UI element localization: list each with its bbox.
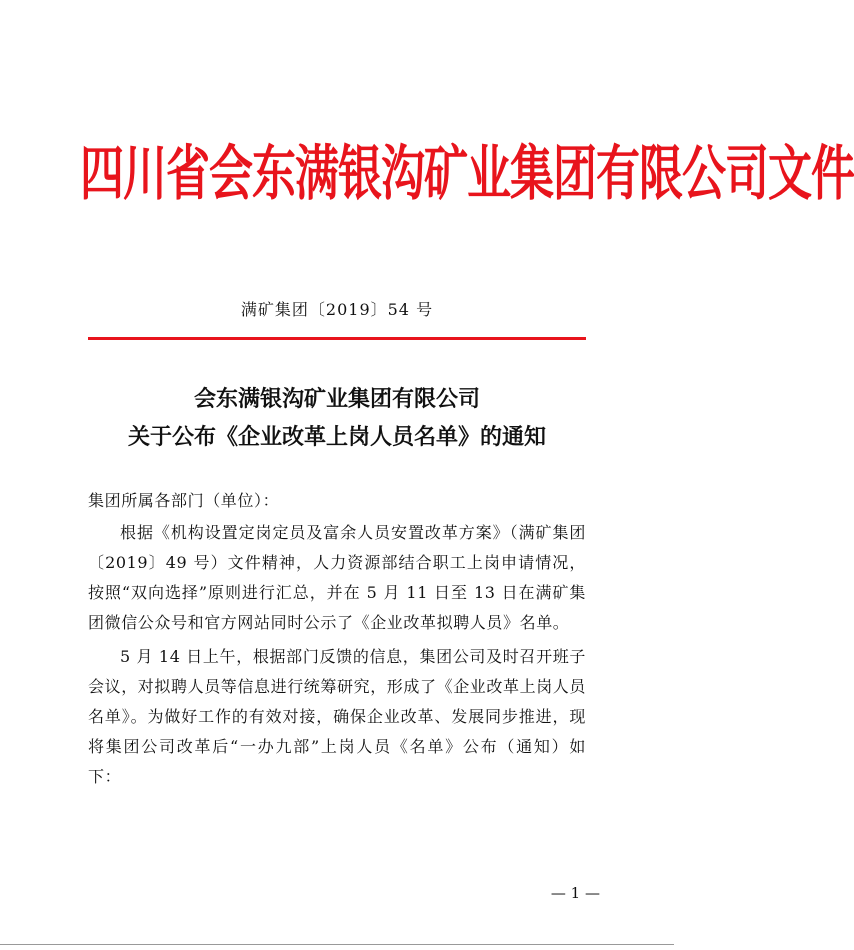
salutation: 集团所属各部门（单位）： [88, 491, 280, 510]
title-line-1: 会东满银沟矿业集团有限公司 [193, 386, 480, 412]
page-number: — 1 — [550, 884, 600, 902]
page-bottom-edge [0, 944, 674, 945]
document-body [88, 486, 586, 792]
document-number: 满矿集团〔2019〕54 号 [240, 300, 434, 319]
body-paragraph-1: 根据《机构设置定岗定员及富余人员安置改革方案》（满矿集团〔2019〕49 号）文件精神，人力资源部结合职工上岗申请情况，按照“双向选择”原则进行汇总，并在 5 月 11 日至 13 日在满矿集团微信公众号和官方网站同时公示了《企业改革拟聘人员》名单。 [88, 523, 586, 632]
red-separator-line [88, 337, 586, 340]
title-line-2: 关于公布《企业改革上岗人员名单》的通知 [127, 424, 546, 450]
document-title [0, 380, 674, 456]
body-paragraph-2: 5 月 14 日上午，根据部门反馈的信息，集团公司及时召开班子会议，对拟聘人员等信息进行统筹研究，形成了《企业改革上岗人员名单》。为做好工作的有效对接，确保企业改革、发展同步推进，现将集团公司改革后“一办九部”上岗人员《名单》公布（通知）如下： [88, 647, 587, 786]
document-masthead: 四川省会东满银沟矿业集团有限公司文件 [80, 140, 854, 209]
